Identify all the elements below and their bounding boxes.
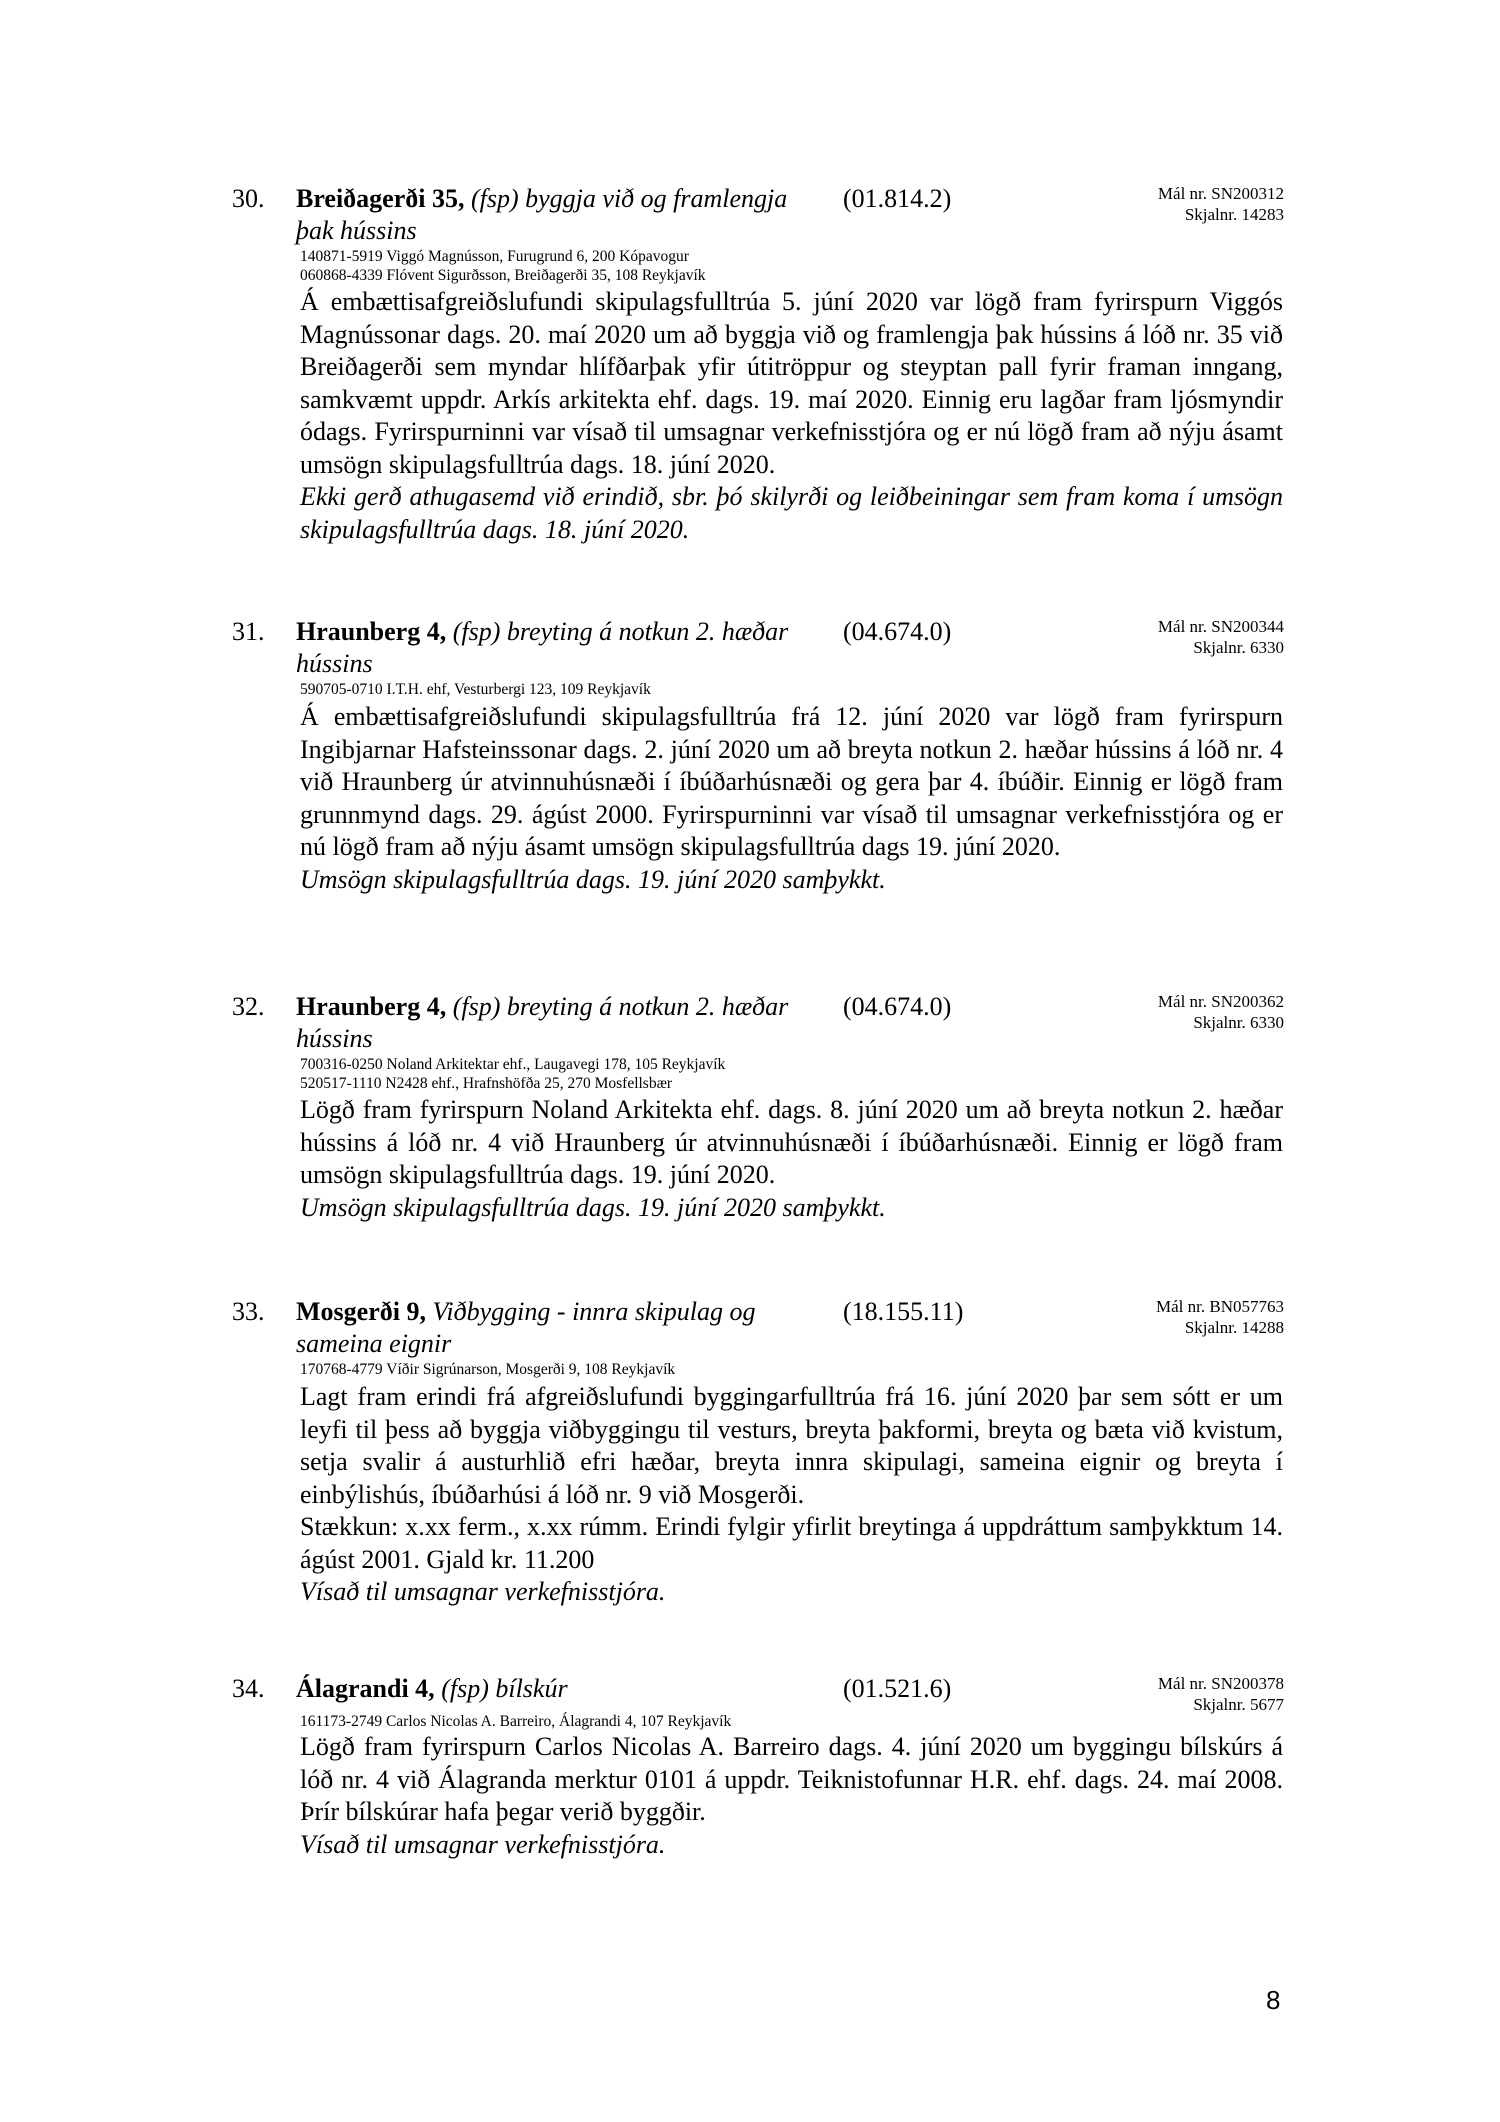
person-line: 060868-4339 Flóvent Sigurðsson, Breiðagerði 35, 108 Reykjavík	[300, 266, 706, 284]
body-paragraph: Stækkun: x.xx ferm., x.xx rúmm. Erindi fylgir yfirlit breytinga á uppdráttum samþykktum 14. ágúst 2001. Gjald kr. 11.200	[300, 1512, 1283, 1574]
item-conclusion: Umsögn skipulagsfulltrúa dags. 19. júní 2020 samþykkt.	[300, 1192, 886, 1222]
item-subject: (fsp) byggja við og framlengja þak hússins	[296, 184, 788, 245]
body-paragraph: Lagt fram erindi frá afgreiðslufundi byggingarfulltrúa frá 16. júní 2020 þar sem sótt er um leyfi til þess að byggja viðbyggingu til vesturs, breyta þakformi, breyta og bæta við kvistum, setja svalir á austurhlið efri hæðar, breyta innra skipulagi, sameina eignir og breyta í einbýlishús, íbúðarhúsi á lóð nr. 9 við Mosgerði.	[300, 1382, 1283, 1509]
item-conclusion: Vísað til umsagnar verkefnisstjóra.	[300, 1577, 666, 1606]
item-conclusion: Umsögn skipulagsfulltrúa dags. 19. júní 2020 samþykkt.	[300, 864, 886, 894]
item-number: 33.	[232, 1297, 265, 1326]
item-refs	[1158, 616, 1284, 658]
item-title	[296, 183, 816, 247]
item-body	[300, 286, 1283, 546]
item-number: 30.	[232, 184, 265, 213]
body-paragraph: Lögð fram fyrirspurn Noland Arkitekta ehf. dags. 8. júní 2020 um að breyta notkun 2. hæðar hússins á lóð nr. 4 við Hraunberg úr atvinnuhúsnæði í íbúðarhúsnæði. Einnig er lögð fram umsögn skipulagsfulltrúa dags. 19. júní 2020.	[300, 1095, 1283, 1189]
document-number: Skjalnr. 14283	[1184, 205, 1284, 224]
item-body	[300, 1381, 1283, 1609]
case-number: Mál nr. BN057763	[1156, 1297, 1284, 1316]
item-body	[300, 1731, 1283, 1861]
item-subject: (fsp) bílskúr	[441, 1674, 568, 1703]
item-refs	[1158, 183, 1284, 225]
item-address: Hraunberg 4,	[296, 617, 447, 646]
page-number: 8	[1266, 1985, 1281, 2015]
item-subject: (fsp) breyting á notkun 2. hæðar hússins	[296, 617, 789, 678]
item-number: 32.	[232, 992, 265, 1021]
item-conclusion: Vísað til umsagnar verkefnisstjóra.	[300, 1829, 666, 1859]
case-number: Mál nr. SN200362	[1157, 992, 1284, 1011]
document-number: Skjalnr. 6330	[1193, 638, 1284, 657]
item-persons	[300, 1056, 725, 1093]
item-title	[296, 991, 816, 1055]
item-persons	[300, 248, 706, 285]
item-address: Hraunberg 4,	[296, 992, 447, 1021]
item-number: 31.	[232, 617, 265, 646]
item-land-code: (01.521.6)	[843, 1674, 952, 1703]
item-persons	[300, 681, 651, 700]
item-persons	[300, 1361, 675, 1380]
item-subject: (fsp) breyting á notkun 2. hæðar hússins	[296, 992, 789, 1053]
document-number: Skjalnr. 5677	[1193, 1695, 1284, 1714]
item-title	[296, 1296, 816, 1360]
person-line: 140871-5919 Viggó Magnússon, Furugrund 6, 200 Kópavogur	[300, 248, 689, 265]
document-number: Skjalnr. 6330	[1193, 1013, 1284, 1032]
person-line: 590705-0710 I.T.H. ehf, Vesturbergi 123, 109 Reykjavík	[300, 681, 651, 698]
person-line: 700316-0250 Noland Arkitektar ehf., Laugavegi 178, 105 Reykjavík	[300, 1056, 726, 1073]
item-title	[296, 616, 816, 680]
document-number: Skjalnr. 14288	[1184, 1318, 1284, 1337]
item-land-code: (04.674.0)	[843, 992, 952, 1021]
item-refs	[1158, 991, 1284, 1033]
case-number: Mál nr. SN200312	[1157, 184, 1284, 203]
case-number: Mál nr. SN200378	[1157, 1674, 1284, 1693]
item-body	[300, 1094, 1283, 1224]
person-line: 520517-1110 N2428 ehf., Hrafnshöfða 25, 270 Mosfellsbær	[300, 1074, 673, 1092]
item-land-code: (01.814.2)	[843, 184, 952, 213]
item-refs	[1156, 1296, 1284, 1338]
item-number: 34.	[232, 1674, 265, 1703]
item-land-code: (04.674.0)	[843, 617, 952, 646]
body-paragraph: Lögð fram fyrirspurn Carlos Nicolas A. Barreiro dags. 4. júní 2020 um byggingu bílskúrs á lóð nr. 4 við Álagranda merktur 0101 á uppdr. Teiknistofunnar H.R. ehf. dags. 24. maí 2008. Þrír bílskúrar hafa þegar verið byggðir.	[300, 1732, 1283, 1826]
case-number: Mál nr. SN200344	[1157, 617, 1284, 636]
item-land-code: (18.155.11)	[843, 1297, 964, 1326]
item-address: Breiðagerði 35,	[296, 184, 465, 213]
item-subject: Viðbygging - innra skipulag og sameina eignir	[296, 1297, 756, 1358]
item-title	[296, 1673, 816, 1705]
item-persons	[300, 1713, 731, 1732]
item-address: Álagrandi 4,	[296, 1674, 435, 1703]
item-conclusion: Ekki gerð athugasemd við erindið, sbr. þó skilyrði og leiðbeiningar sem fram koma í umsögn skipulagsfulltrúa dags. 18. júní 2020.	[300, 482, 1283, 544]
body-paragraph: Á embættisafgreiðslufundi skipulagsfulltrúa 5. júní 2020 var lögð fram fyrirspurn Viggós Magnússonar dags. 20. maí 2020 um að byggja við og framlengja þak hússins á lóð nr. 35 við Breiðagerði sem myndar hlífðarþak yfir útitröppur og steyptan pall fyrir framan inngang, samkvæmt uppdr. Arkís arkitekta ehf. dags. 19. maí 2020. Einnig eru lagðar fram ljósmyndir ódags. Fyrirspurninni var vísað til umsagnar verkefnisstjóra og er nú lögð fram að nýju ásamt umsögn skipulagsfulltrúa dags. 18. júní 2020.	[300, 287, 1283, 479]
item-refs	[1158, 1673, 1284, 1715]
person-line: 161173-2749 Carlos Nicolas A. Barreiro, Álagrandi 4, 107 Reykjavík	[300, 1713, 732, 1730]
body-paragraph: Á embættisafgreiðslufundi skipulagsfulltrúa frá 12. júní 2020 var lögð fram fyrirspurn Ingibjarnar Hafsteinssonar dags. 2. júní 2020 um að breyta notkun 2. hæðar hússins á lóð nr. 4 við Hraunberg úr atvinnuhúsnæði í íbúðarhúsnæði og gera þar 4. íbúðir. Einnig er lögð fram grunnmynd dags. 29. ágúst 2000. Fyrirspurninni var vísað til umsagnar verkefnisstjóra og er nú lögð fram að nýju ásamt umsögn skipulagsfulltrúa dags 19. júní 2020.	[300, 702, 1283, 861]
item-body	[300, 701, 1283, 896]
item-address: Mosgerði 9,	[296, 1297, 426, 1326]
person-line: 170768-4779 Víðir Sigrúnarson, Mosgerði 9, 108 Reykjavík	[300, 1361, 676, 1378]
